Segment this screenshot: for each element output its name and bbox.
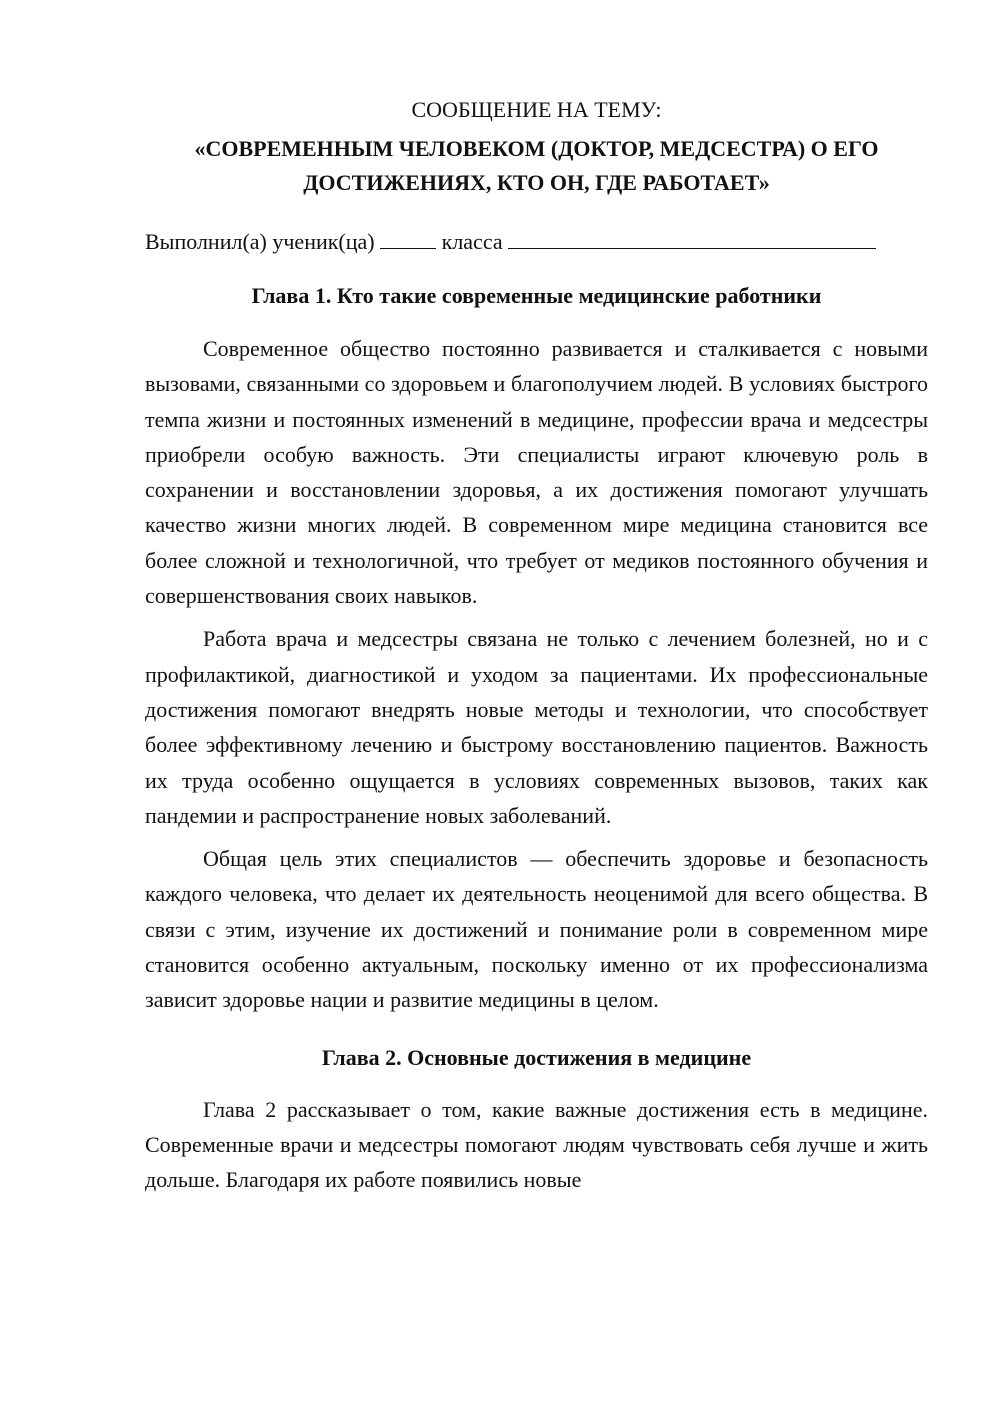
document-subtitle: СООБЩЕНИЕ НА ТЕМУ:: [411, 97, 662, 122]
chapter-2-paragraph-1: Глава 2 рассказывает о том, какие важные достижения есть в медицине. Современные врачи и медсестры помогают людям чувствовать себя лучше и жить дольше. Благодаря их работе появились новые: [145, 1096, 928, 1193]
class-blank-field[interactable]: [380, 226, 436, 249]
document-title-line-2: ДОСТИЖЕНИЯХ, КТО ОН, ГДЕ РАБОТАЕТ»: [303, 170, 770, 195]
author-class-label: класса: [441, 229, 503, 254]
chapter-1-paragraph-3: Общая цель этих специалистов — обеспечить здоровье и безопасность каждого человека, что делает их деятельность неоценимой для всего общества. В связи с этим, изучение их достижений и понимание роли в современном мире становится особенно актуальным, поскольку именно от их профессионализма зависит здоровье нации и развитие медицины в целом.: [145, 846, 928, 1013]
document-title-line-1: «СОВРЕМЕННЫМ ЧЕЛОВЕКОМ (ДОКТОР, МЕДСЕСТРА) О ЕГО: [194, 136, 879, 161]
chapter-2-heading: Глава 2. Основные достижения в медицине: [321, 1044, 752, 1070]
document-page: [145, 94, 928, 1198]
author-prefix: Выполнил(а) ученик(ца): [145, 229, 375, 254]
author-line: [145, 226, 928, 258]
chapter-1-paragraph-1: Современное общество постоянно развивается и сталкивается с новыми вызовами, связанными со здоровьем и благополучием людей. В условиях быстрого темпа жизни и постоянных изменений в медицине, профессии врача и медсестры приобрели особую важность. Эти специалисты играют ключевую роль в сохранении и восстановлении здоровья, а их достижения помогают улучшать качество жизни многих людей. В современном мире медицина становится все более сложной и технологичной, что требует от медиков постоянного обучения и совершенствования своих навыков.: [145, 336, 928, 609]
document-title: [145, 132, 928, 200]
name-blank-field[interactable]: [508, 226, 876, 249]
chapter-1-paragraph-2: Работа врача и медсестры связана не только с лечением болезней, но и с профилактикой, диагностикой и уходом за пациентами. Их профессиональные достижения помогают внедрять новые методы и технологии, что способствует более эффективному лечению и быстрому восстановлению пациентов. Важность их труда особенно ощущается в условиях современных вызовов, таких как пандемии и распространение новых заболеваний.: [145, 626, 928, 828]
chapter-1-heading: Глава 1. Кто такие современные медицинские работники: [251, 283, 822, 308]
